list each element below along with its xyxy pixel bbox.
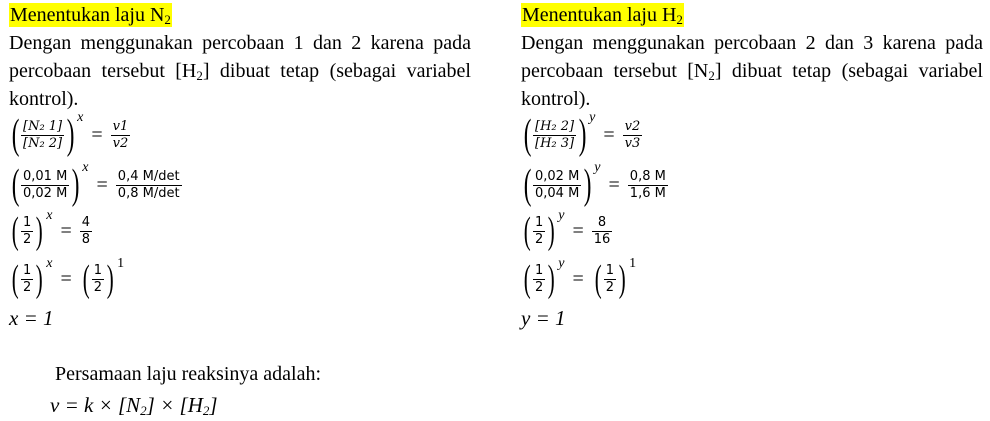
right-equation-2: ( $\frac{0,02 M}{0,04 M}$ ) y = $\frac{0,8 M}{1,6 M}$ <box>523 160 666 208</box>
right-heading: Menentukan laju $H_2$ <box>522 4 683 27</box>
right-equation-3: ( $\frac{1}{2}$ ) y = $\frac{8}{16}$ <box>523 208 611 252</box>
right-equation-1: ( $\frac{\text{[H₂ 2]}}{\text{[H₂ 3]}}$ ) y = $\frac{v2}{v3}$ <box>523 110 641 158</box>
summary-text: Persamaan laju reaksinya adalah: <box>55 363 321 385</box>
left-equation-4: ( $\frac{1}{2}$ ) x = ( $\frac{1}{2}$ ) 1 <box>11 256 125 300</box>
left-column <box>9 0 471 330</box>
right-column <box>521 0 983 330</box>
rate-law-equation: $v = k \times [N_2] \times [H_2]$ <box>50 393 218 418</box>
right-paragraph: Dengan menggunakan percobaan 2 dan 3 karena pada percobaan tersebut $[N_2]$ dibuat tetap (sebagai variabel kontrol). <box>521 32 983 110</box>
left-equation-1: ( $\frac{\text{[N₂ 1]}}{\text{[N₂ 2]}}$ ) x = $\frac{v1}{v2}$ <box>11 110 129 158</box>
left-result: x = 1 <box>9 306 54 330</box>
left-equation-3: ( $\frac{1}{2}$ ) x = $\frac{4}{8}$ <box>11 208 91 252</box>
right-equation-4: ( $\frac{1}{2}$ ) y = ( $\frac{1}{2}$ ) 1 <box>523 256 637 300</box>
left-heading: Menentukan laju $N_2$ <box>10 4 171 27</box>
right-result: y = 1 <box>521 306 566 330</box>
left-paragraph: Dengan menggunakan percobaan 1 dan 2 karena pada percobaan tersebut $[H_2]$ dibuat tetap (sebagai variabel kontrol). <box>9 32 471 110</box>
left-equation-2: ( $\frac{0,01 M}{0,02 M}$ ) x = $\frac{0,4 M/\det}{0,8 M/\det}$ <box>11 160 180 208</box>
